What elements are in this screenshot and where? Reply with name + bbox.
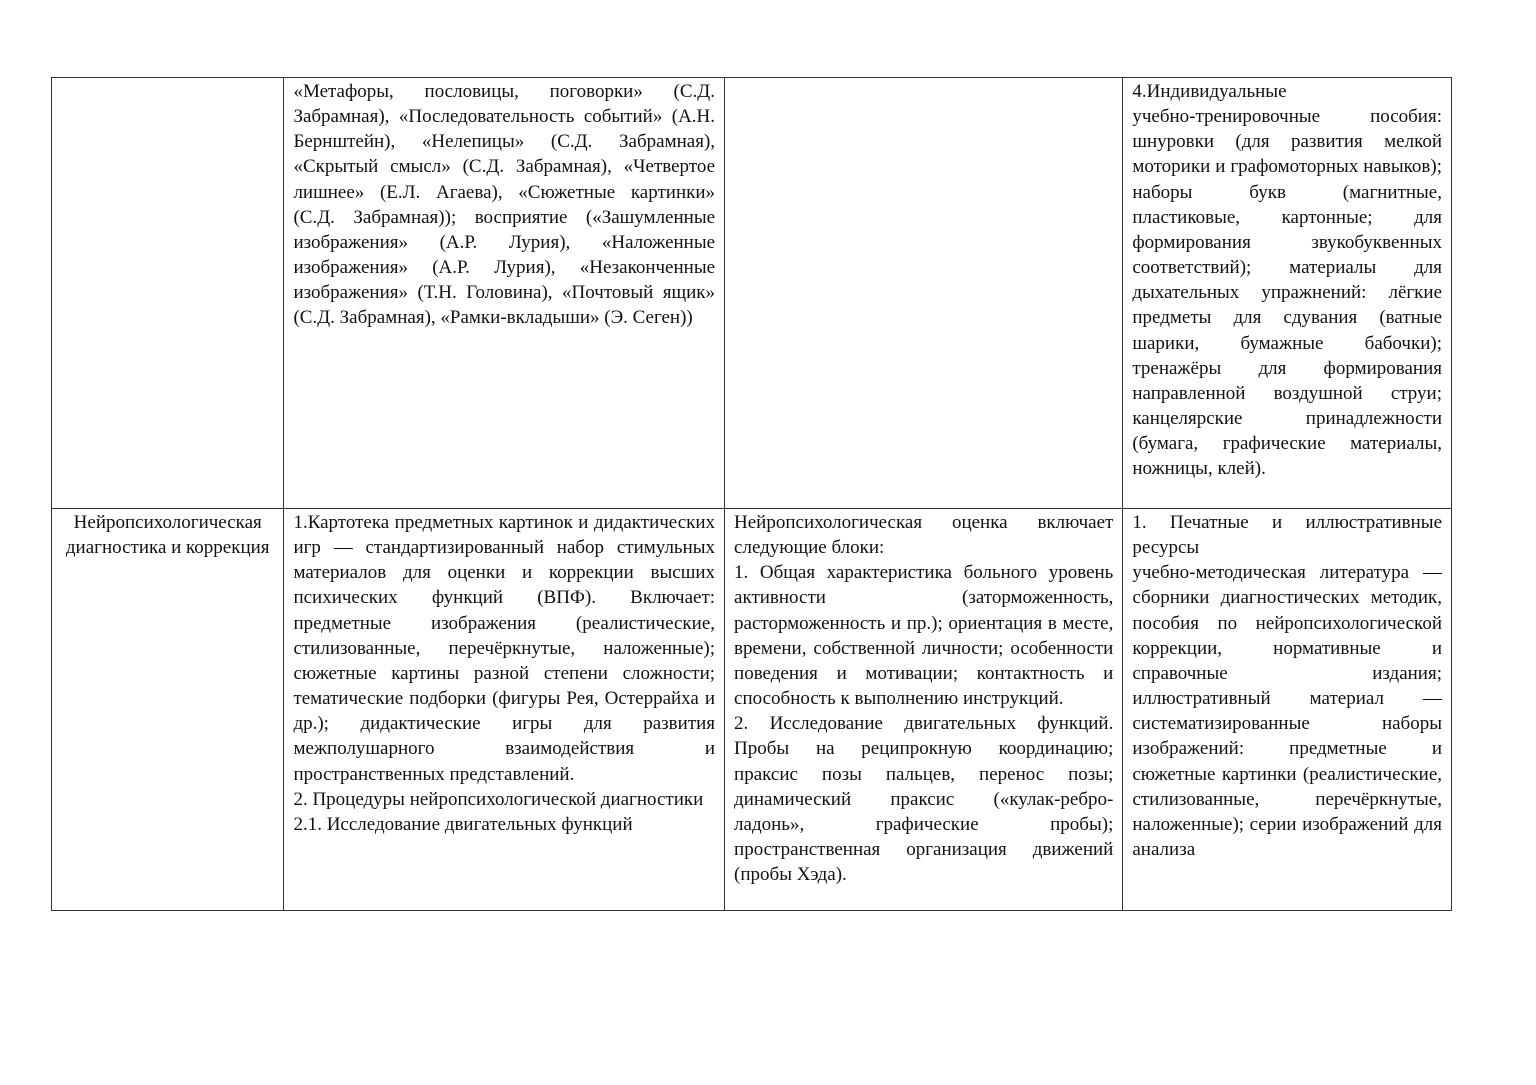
cell-paragraph: 1. Печатные и иллюстративные ресурсы	[1132, 512, 1442, 559]
table-cell-resources	[1123, 509, 1452, 911]
cell-paragraph: 2. Процедуры нейропсихологической диагностики	[293, 788, 704, 810]
table-row	[52, 509, 1452, 911]
cell-paragraph: 4.Индивидуальные	[1132, 81, 1287, 102]
cell-paragraph: 2. Исследование двигательных функций. Пробы на реципрокную координацию; праксис позы пальцев, перенос позы; динамический праксис («кулак-ребро-ладонь», графические пробы); пространственная организация движений (пробы Хэда).	[734, 713, 1114, 886]
table-row	[52, 78, 1452, 509]
table-cell-methods	[284, 509, 725, 911]
cell-paragraph: Нейропсихологическая оценка включает следующие блоки:	[734, 512, 1114, 559]
table-cell-description	[725, 78, 1123, 509]
table-cell-section	[52, 78, 284, 509]
table-cell-methods	[284, 78, 725, 509]
cell-paragraph: 1. Общая характеристика больного уровень активности (заторможенность, расторможенность и пр.); ориентация в месте, времени, собственной личности; особенности поведения и мотивации; контактность и способность к выполнению инструкций.	[734, 562, 1114, 710]
table-cell-description	[725, 509, 1123, 911]
table-cell-section	[52, 509, 284, 911]
content-table	[51, 77, 1452, 911]
cell-paragraph: учебно-методическая литература — сборники диагностических методик, пособия по нейропсихологической коррекции, нормативные и справочные издания; иллюстративный материал — систематизированные наборы изображений: предметные и сюжетные картинки (реалистические, стилизованные, перечёркнутые, наложенные); серии изображений для анализа	[1132, 562, 1442, 861]
table-cell-resources	[1123, 78, 1452, 509]
cell-paragraph: «Метафоры, пословицы, поговорки» (С.Д. Забрамная), «Последовательность событий» (А.Н. Бернштейн), «Нелепицы» (С.Д. Забрамная), «Скрытый смысл» (С.Д. Забрамная), «Четвертое лишнее» (Е.Л. Агаева), «Сюжетные картинки» (С.Д. Забрамная)); восприятие («Зашумленные изображения» (А.Р. Лурия), «Наложенные изображения» (А.Р. Лурия), «Незаконченные изображения» (Т.Н. Головина), «Почтовый ящик» (С.Д. Забрамная), «Рамки-вкладыши» (Э. Сеген))	[293, 81, 716, 329]
cell-paragraph: 1.Картотека предметных картинок и дидактических игр — стандартизированный набор стимульных материалов для оценки и коррекции высших психических функций (ВПФ). Включает: предметные изображения (реалистические, стилизованные, перечёркнутые, наложенные); сюжетные картины разной степени сложности; тематические подборки (фигуры Рея, Остеррайха и др.); дидактические игры для развития межполушарного взаимодействия и пространственных представлений.	[293, 512, 716, 785]
cell-paragraph: учебно-тренировочные пособия: шнуровки (для развития мелкой моторики и графомоторных навыков); наборы букв (магнитные, пластиковые, картонные; для формирования звукобуквенных соответствий); материалы для дыхательных упражнений: лёгкие предметы для сдувания (ватные шарики, бумажные бабочки); тренажёры для формирования направленной воздушной струи; канцелярские принадлежности (бумага, графические материалы, ножницы, клей).	[1132, 106, 1442, 480]
section-title: Нейропсихологическая диагностика и коррекция	[65, 512, 270, 559]
cell-paragraph: 2.1. Исследование двигательных функций	[293, 813, 633, 835]
